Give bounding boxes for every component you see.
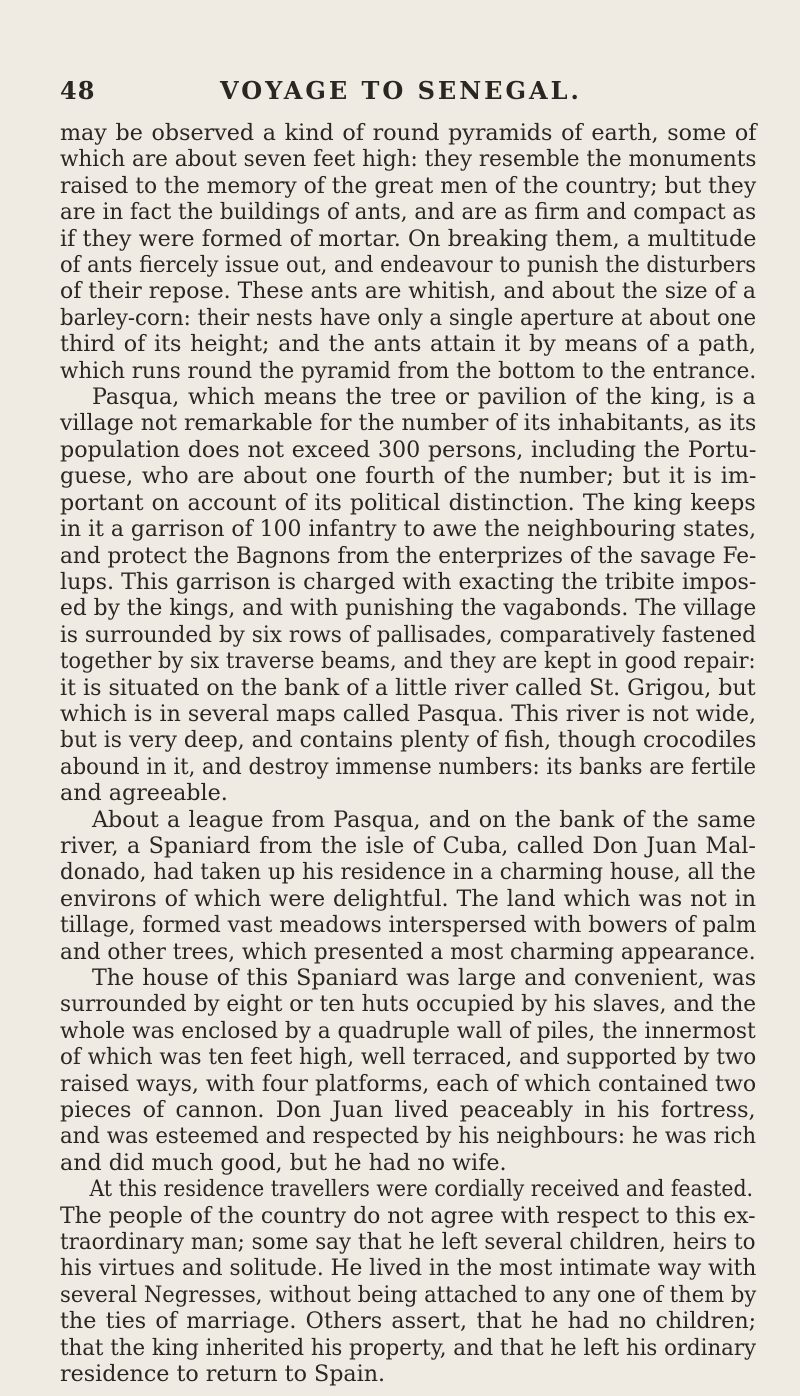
text-line: residence to return to Spain. <box>60 1361 386 1388</box>
text-line: surrounded by eight or ten huts occupied by his slaves, and the <box>60 991 757 1018</box>
text-line: lups. This garrison is charged with exacting the tribite impos- <box>60 568 757 595</box>
running-head: VOYAGE TO SENEGAL. <box>220 76 582 105</box>
page-number: 48 <box>60 76 96 105</box>
text-line: ed by the kings, and with punishing the vagabonds. The village <box>60 595 757 622</box>
text-line: which is in several maps called Pasqua. This river is not wide, <box>60 700 757 727</box>
text-line: if they were formed of mortar. On breaking them, a multitude <box>60 225 757 252</box>
text-line: which runs round the pyramid from the bottom to the entrance. <box>60 357 757 384</box>
text-line: tillage, formed vast meadows interspersed with bowers of palm <box>60 912 757 939</box>
text-line: traordinary man; some say that he left several children, heirs to <box>60 1229 756 1256</box>
text-line: which are about seven feet high: they resemble the monuments <box>60 146 757 173</box>
text-line: and was esteemed and respected by his neighbours: he was rich <box>60 1123 757 1150</box>
text-line: are in fact the buildings of ants, and are as firm and compact as <box>60 199 757 226</box>
body-text <box>60 120 756 1388</box>
text-line: donado, had taken up his residence in a charming house, all the <box>60 859 756 886</box>
text-line: About a league from Pasqua, and on the bank of the same <box>92 806 756 833</box>
text-line: portant on account of its political distinction. The king keeps <box>60 489 756 516</box>
text-line: and agreeable. <box>60 780 228 807</box>
text-line: The house of this Spaniard was large and convenient, was <box>92 965 757 991</box>
text-line: and other trees, which presented a most charming appearance. <box>60 938 756 965</box>
text-line: raised ways, with four platforms, each of which contained two <box>60 1070 757 1097</box>
text-line: and did much good, but he had no wife. <box>60 1149 507 1176</box>
text-line: of which was ten feet high, well terraced, and supported by two <box>60 1044 757 1071</box>
text-line: is surrounded by six rows of pallisades, comparatively fastened <box>60 621 756 648</box>
text-line: At this residence travellers were cordially received and feasted. <box>89 1176 754 1203</box>
text-line: of ants fiercely issue out, and endeavour to punish the disturbers <box>60 252 757 279</box>
text-line: third of its height; and the ants attain it by means of a path, <box>60 331 757 358</box>
page-header <box>60 76 760 106</box>
text-line: Pasqua, which means the tree or pavilion of the king, is a <box>92 384 756 411</box>
text-line: population does not exceed 300 persons, including the Portu- <box>60 436 757 463</box>
text-line: village not remarkable for the number of its inhabitants, as its <box>60 410 757 437</box>
text-line: may be observed a kind of round pyramids of earth, some of <box>60 120 757 146</box>
text-line: and protect the Bagnons from the enterprizes of the savage Fe- <box>60 542 757 569</box>
text-line: raised to the memory of the great men of the country; but they <box>60 172 757 199</box>
text-line: guese, who are about one fourth of the number; but it is im- <box>60 463 757 490</box>
text-line: his virtues and solitude. He lived in the most intimate way with <box>60 1255 757 1282</box>
text-line: that the king inherited his property, and that he left his ordinary <box>60 1334 757 1361</box>
text-line: barley-corn: their nests have only a single aperture at about one <box>60 304 757 331</box>
text-line: several Negresses, without being attached to any one of them by <box>60 1281 757 1308</box>
text-line: The people of the country do not agree with respect to this ex- <box>60 1202 756 1229</box>
text-line: in it a garrison of 100 infantry to awe the neighbouring states, <box>60 516 757 543</box>
text-line: environs of which were delightful. The land which was not in <box>60 885 757 912</box>
text-line: pieces of cannon. Don Juan lived peaceably in his fortress, <box>60 1097 756 1124</box>
text-line: but is very deep, and contains plenty of fish, though crocodiles <box>60 727 757 754</box>
text-line: river, a Spaniard from the isle of Cuba, called Don Juan Mal- <box>60 832 756 859</box>
text-line: together by six traverse beams, and they are kept in good repair: <box>60 648 756 675</box>
text-line: whole was enclosed by a quadruple wall of piles, the innermost <box>60 1017 756 1044</box>
text-line: it is situated on the bank of a little river called St. Grigou, but <box>60 674 756 701</box>
text-line: abound in it, and destroy immense numbers: its banks are fertile <box>60 753 757 780</box>
text-line: of their repose. These ants are whitish, and about the size of a <box>60 278 756 305</box>
text-line: the ties of marriage. Others assert, that he had no children; <box>60 1308 757 1335</box>
